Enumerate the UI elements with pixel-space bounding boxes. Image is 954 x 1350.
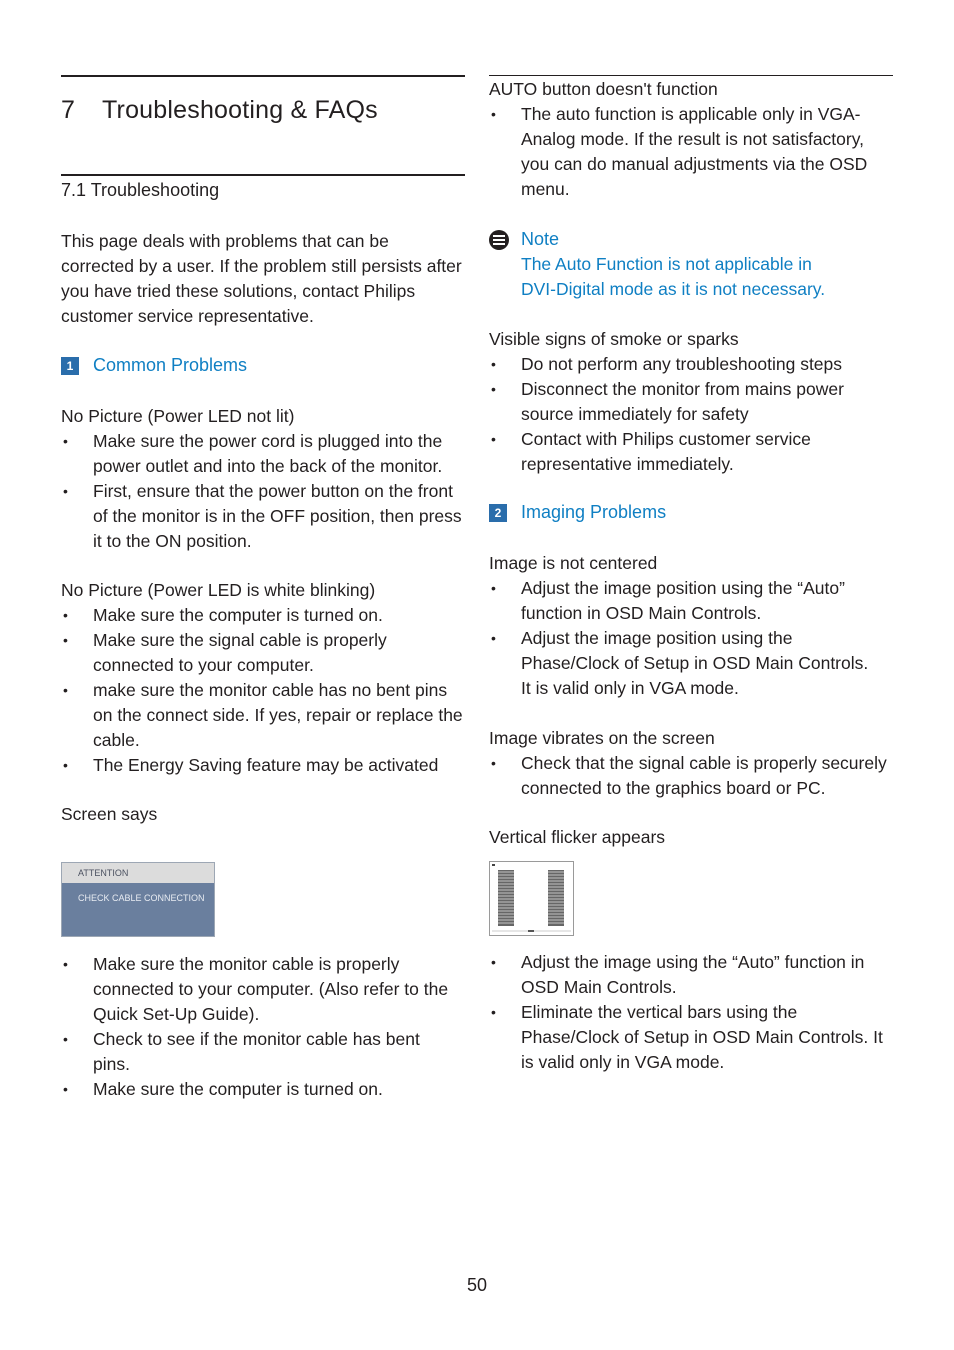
list-item: • Adjust the image position using the “Auto” function in OSD Main Controls. <box>489 576 879 626</box>
not-centered-heading: Image is not centered <box>489 553 658 573</box>
flicker-list <box>489 950 889 1075</box>
page-number: 50 <box>466 1275 488 1295</box>
flicker-heading: Vertical flicker appears <box>489 827 666 847</box>
screen-says-heading: Screen says <box>61 804 158 824</box>
no-picture-led-blink-list <box>61 603 471 778</box>
list-item: • First, ensure that the power button on the front of the monitor is in the OFF position, then press it to the ON position. <box>61 479 471 554</box>
screen-says-list <box>61 952 461 1102</box>
no-picture-led-off-heading: No Picture (Power LED not lit) <box>61 406 295 426</box>
list-item: • Check that the signal cable is properly securely connected to the graphics board or PC. <box>489 751 894 801</box>
intro-paragraph: This page deals with problems that can be corrected by a user. If the problem still persists after you have tried these solutions, contact Philips customer service representative. <box>61 231 462 326</box>
osd-message: CHECK CABLE CONNECTION <box>78 893 205 903</box>
list-item: • Make sure the monitor cable is properly connected to your computer. (Also refer to the Quick Set-Up Guide). <box>61 952 461 1027</box>
not-centered-list <box>489 576 879 701</box>
list-item: • Contact with Philips customer service representative immediately. <box>489 427 889 477</box>
list-item: • Check to see if the monitor cable has bent pins. <box>61 1027 461 1077</box>
list-item: • Disconnect the monitor from mains power source immediately for safety <box>489 377 889 427</box>
imaging-problems-heading <box>489 502 666 523</box>
note-text: The Auto Function is not applicable in DVI-Digital mode as it is not necessary. <box>521 254 826 299</box>
chapter-top-rule <box>61 75 465 77</box>
smoke-heading: Visible signs of smoke or sparks <box>489 329 739 349</box>
no-picture-led-off-list <box>61 429 471 554</box>
vibrates-list <box>489 751 894 801</box>
note-label: Note <box>521 229 560 249</box>
list-item: • The Energy Saving feature may be activated <box>61 753 471 778</box>
auto-button-list <box>489 102 894 202</box>
osd-attention-screenshot <box>61 862 215 937</box>
section-title: 7.1 Troubleshooting <box>61 180 220 200</box>
list-item: • Adjust the image using the “Auto” function in OSD Main Controls. <box>489 950 889 1000</box>
chapter-number: 7 <box>61 96 76 124</box>
common-problems-heading <box>61 355 247 376</box>
smoke-list <box>489 352 889 477</box>
note-icon <box>489 230 509 250</box>
list-item: • Make sure the computer is turned on. <box>61 1077 461 1102</box>
note-heading <box>489 229 559 250</box>
no-picture-led-blink-heading: No Picture (Power LED is white blinking) <box>61 580 376 600</box>
list-item: • Eliminate the vertical bars using the Phase/Clock of Setup in OSD Main Controls. It is valid only in VGA mode. <box>489 1000 889 1075</box>
imaging-problems-title: Imaging Problems <box>521 502 667 522</box>
list-item: • Do not perform any troubleshooting steps <box>489 352 889 377</box>
auto-button-heading: AUTO button doesn't function <box>489 79 718 99</box>
section-badge: 2 <box>489 504 507 522</box>
vertical-flicker-screenshot <box>489 861 574 936</box>
list-item: • make sure the monitor cable has no bent pins on the connect side. If yes, repair or replace the cable. <box>61 678 471 753</box>
list-item: • Make sure the computer is turned on. <box>61 603 471 628</box>
list-item: • The auto function is applicable only in VGA-Analog mode. If the result is not satisfactory, you can do manual adjustments via the OSD menu. <box>489 102 894 202</box>
osd-title: ATTENTION <box>62 863 214 883</box>
section-top-rule <box>61 174 465 176</box>
chapter-title <box>61 96 378 125</box>
list-item: • Adjust the image position using the Phase/Clock of Setup in OSD Main Controls. It is valid only in VGA mode. <box>489 626 879 701</box>
common-problems-title: Common Problems <box>93 355 248 375</box>
vibrates-heading: Image vibrates on the screen <box>489 728 715 748</box>
list-item: • Make sure the signal cable is properly connected to your computer. <box>61 628 471 678</box>
right-top-rule <box>489 75 893 76</box>
section-badge: 1 <box>61 357 79 375</box>
list-item: • Make sure the power cord is plugged into the power outlet and into the back of the monitor. <box>61 429 471 479</box>
chapter-title-text: Troubleshooting & FAQs <box>102 96 378 124</box>
flicker-pattern-graphic <box>490 862 573 935</box>
